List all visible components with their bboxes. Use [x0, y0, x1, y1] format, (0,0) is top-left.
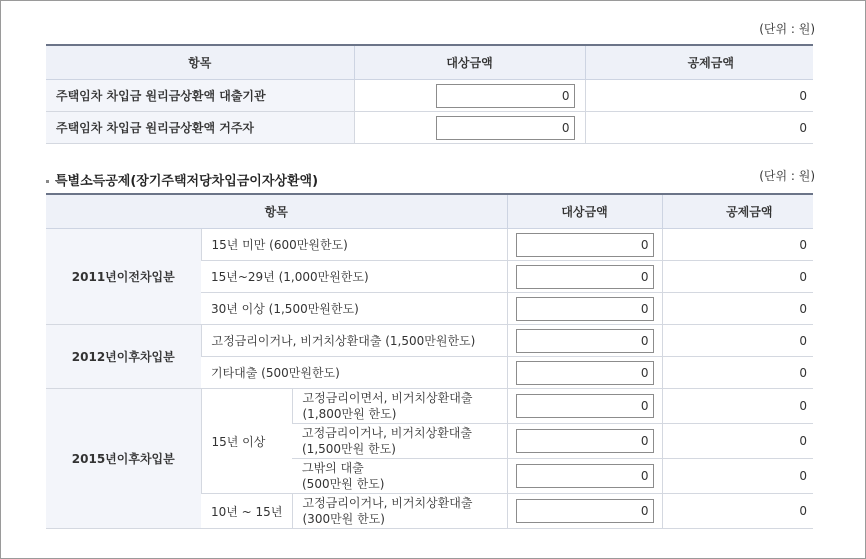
amount-input[interactable]: 0	[516, 361, 654, 385]
row-label: 기타대출 (500만원한도)	[201, 357, 507, 389]
header-item: 항목	[46, 45, 354, 80]
header-deduction-amount: 공제금액	[585, 45, 813, 80]
row-label: 15년 미만 (600만원한도)	[201, 229, 507, 261]
mortgage-table-clip	[46, 193, 813, 529]
deduction-value: 0	[662, 389, 813, 424]
row-label: 고정금리이거나, 비거치상환대출 (1,500만원한도)	[201, 325, 507, 357]
row-label: 고정금리이거나, 비거치상환대출 (1,500만원 한도)	[292, 424, 507, 459]
table-row	[46, 229, 813, 261]
table-row	[46, 80, 813, 112]
sub-group-15y: 15년 이상	[201, 389, 292, 494]
deduction-value: 0	[662, 293, 813, 325]
deduction-value: 0	[662, 229, 813, 261]
group-label-2012: 2012년이후차입분	[46, 325, 201, 389]
header-target-amount: 대상금액	[354, 45, 585, 80]
amount-input[interactable]: 0	[436, 116, 575, 140]
amount-input[interactable]: 0	[516, 297, 654, 321]
deduction-value: 0	[585, 80, 813, 112]
section-title: 특별소득공제(장기주택저당차입금이자상환액)	[46, 170, 318, 189]
deduction-value: 0	[662, 459, 813, 494]
deduction-value: 0	[662, 325, 813, 357]
unit-label-2: (단위 : 원)	[759, 169, 815, 183]
row-label: 주택임차 차입금 원리금상환액 거주자	[46, 112, 354, 144]
amount-input[interactable]: 0	[516, 233, 654, 257]
table-header-row	[46, 194, 813, 229]
deduction-value: 0	[662, 357, 813, 389]
rent-loan-table	[46, 44, 813, 144]
amount-input[interactable]: 0	[516, 499, 654, 523]
deduction-value: 0	[662, 424, 813, 459]
header-target-amount: 대상금액	[507, 194, 662, 229]
row-label: 그밖의 대출 (500만원 한도)	[292, 459, 507, 494]
header-item: 항목	[46, 194, 507, 229]
unit-label: (단위 : 원)	[759, 22, 815, 36]
row-label: 15년~29년 (1,000만원한도)	[201, 261, 507, 293]
group-label-2015: 2015년이후차입분	[46, 389, 201, 529]
amount-input[interactable]: 0	[516, 329, 654, 353]
amount-input[interactable]: 0	[516, 464, 654, 488]
table-row	[46, 389, 813, 424]
amount-input[interactable]: 0	[436, 84, 575, 108]
table-header-row	[46, 45, 813, 80]
sub-group-10-15y: 10년 ~ 15년	[201, 494, 292, 529]
mortgage-interest-table	[46, 193, 813, 529]
amount-input[interactable]: 0	[516, 394, 654, 418]
header-deduction-amount: 공제금액	[662, 194, 813, 229]
deduction-value: 0	[662, 261, 813, 293]
row-label: 30년 이상 (1,500만원한도)	[201, 293, 507, 325]
row-label: 주택임차 차입금 원리금상환액 대출기관	[46, 80, 354, 112]
amount-input[interactable]: 0	[516, 429, 654, 453]
deduction-value: 0	[662, 494, 813, 529]
row-label: 고정금리이거나, 비거치상환대출 (300만원 한도)	[292, 494, 507, 529]
amount-input[interactable]: 0	[516, 265, 654, 289]
deduction-value: 0	[585, 112, 813, 144]
rent-loan-table-clip	[46, 44, 813, 144]
group-label-2011: 2011년이전차입분	[46, 229, 201, 325]
bullet-icon	[46, 180, 49, 183]
row-label: 고정금리이면서, 비거치상환대출 (1,800만원 한도)	[292, 389, 507, 424]
table-row	[46, 325, 813, 357]
table-row	[46, 112, 813, 144]
